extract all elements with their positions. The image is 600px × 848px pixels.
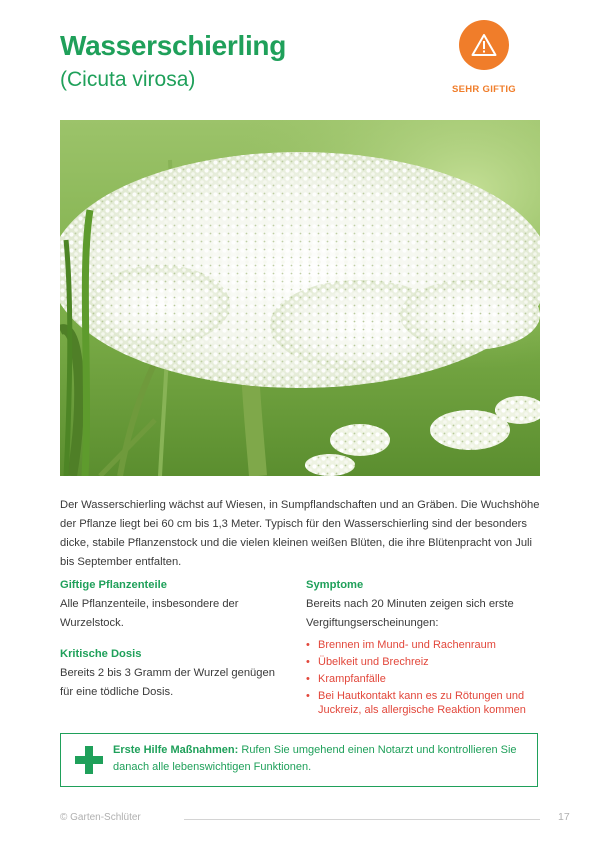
list-item: • Krampfanfälle [306,673,546,687]
page-number: 17 [558,811,570,823]
warning-circle [459,20,509,70]
toxicity-badge [452,20,516,95]
symptoms-heading: Symptome [306,579,364,591]
page-title: Wasserschierling [60,30,287,61]
left-column [60,576,290,702]
list-item: • Übelkeit und Brechreiz [306,656,546,670]
first-aid-text [113,742,523,776]
list-item: • Bei Hautkontakt kann es zu Rötungen und Juckreiz, als allergische Reaktion kommen [306,690,546,717]
toxic-parts-text: Alle Pflanzenteile, insbesondere der Wurzelstock. [60,598,239,629]
toxic-parts-heading: Giftige Pflanzenteile [60,579,167,591]
latin-name: (Cicuta virosa) [60,68,196,91]
first-aid-box [60,733,538,787]
critical-dose-text: Bereits 2 bis 3 Gramm der Wurzel genügen für eine tödliche Dosis. [60,667,275,698]
first-aid-label: Erste Hilfe Maßnahmen: [113,744,239,756]
plant-photo [60,120,540,476]
plus-icon [75,746,103,774]
footer-copyright: © Garten-Schlüter [60,812,141,823]
toxicity-label: SEHR GIFTIG [452,84,516,95]
right-column [306,576,546,721]
first-aid-body: Rufen Sie umgehend einen Notarzt und kontrollieren Sie danach alle lebenswichtigen Funktionen. [113,744,517,773]
symptoms-list [306,639,546,717]
footer-divider [184,819,540,820]
symptoms-intro: Bereits nach 20 Minuten zeigen sich erste Vergiftungserscheinungen: [306,598,514,629]
intro-text: Der Wasserschierling wächst auf Wiesen, in Sumpflandschaften und an Gräben. Die Wuchshöhe der Pflanze liegt bei 60 cm bis 1,3 Meter. Typisch für den Wasserschierling sind der besonders dicke, stabile Pflanzenstock und die vielen kleinen weißen Blüten, die ihre Blütenpracht von Juli bis September entfalten. [60,499,540,568]
critical-dose-heading: Kritische Dosis [60,648,142,660]
list-item: • Brennen im Mund- und Rachenraum [306,639,546,653]
warning-triangle-icon [471,33,497,57]
